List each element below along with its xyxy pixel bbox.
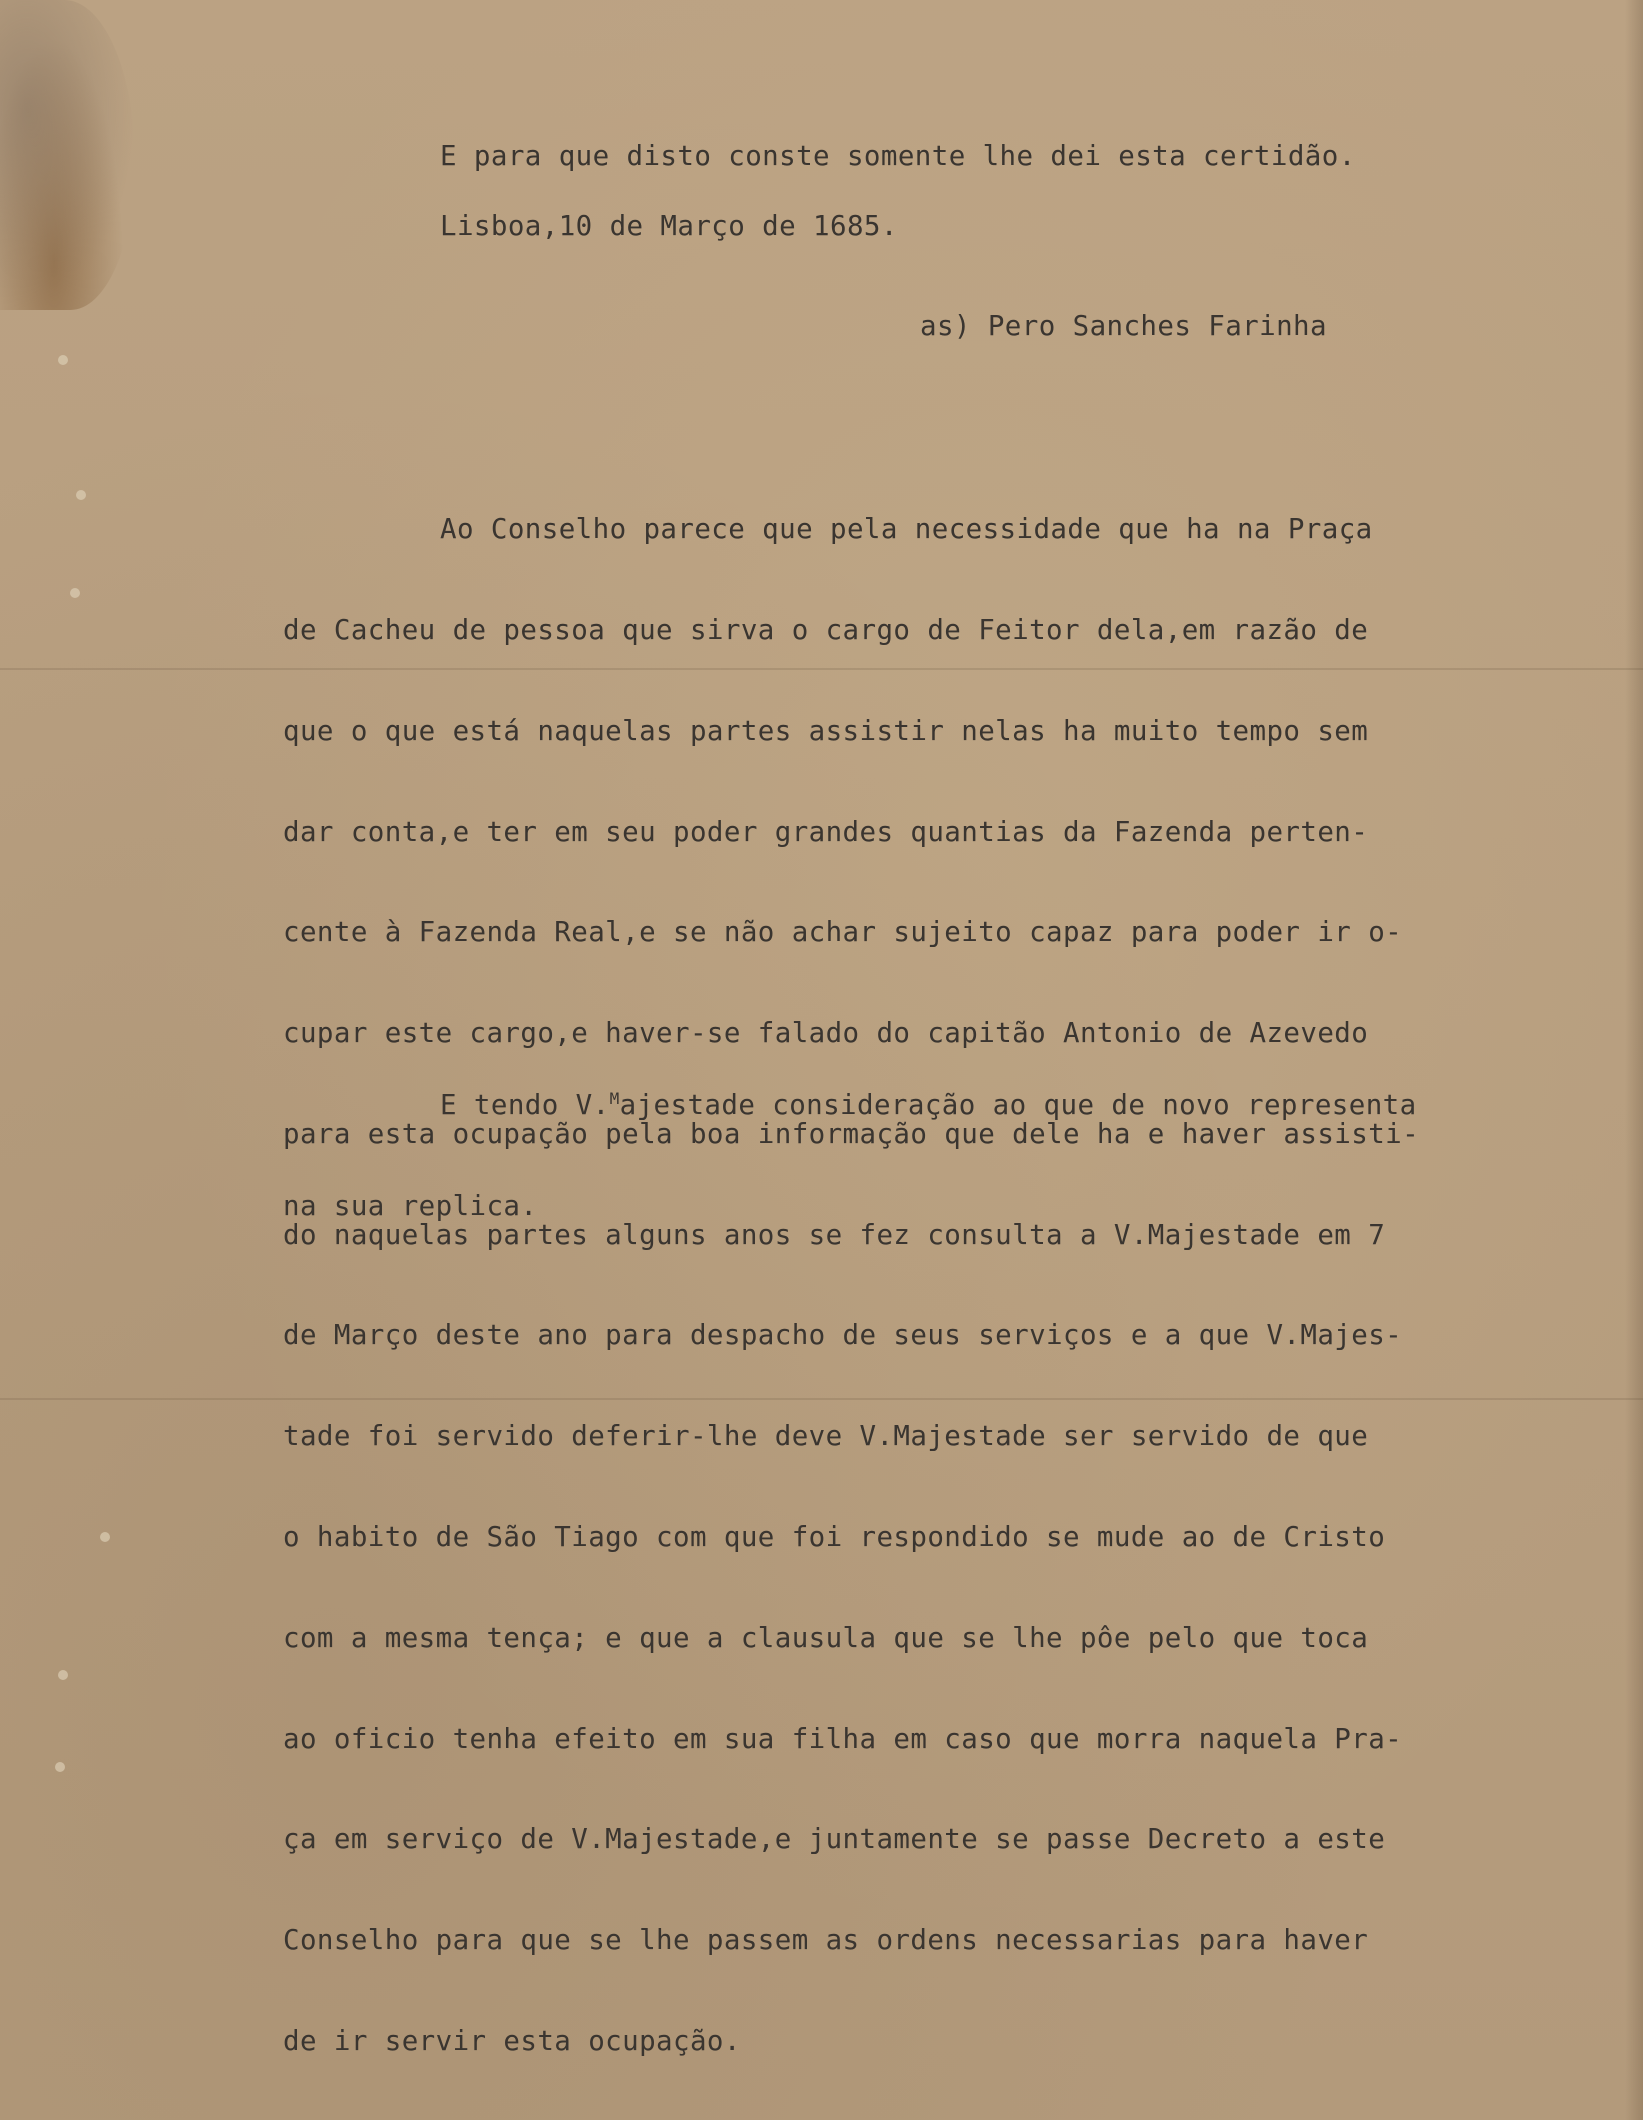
paragraph-line: Ao Conselho parece que pela necessidade que ha na Praça	[440, 513, 1373, 546]
paragraph-line: Conselho para que se lhe passem as ordens necessarias para haver	[283, 1924, 1369, 1957]
punch-hole	[70, 588, 80, 598]
paper-stain	[0, 0, 135, 310]
paragraph-line: para esta ocupação pela boa informação que dele ha e haver assisti-	[283, 1117, 1420, 1150]
punch-hole	[55, 1762, 65, 1772]
paragraph-line: ao oficio tenha efeito em sua filha em caso que morra naquela Pra-	[283, 1722, 1403, 1755]
punch-hole	[100, 1532, 110, 1542]
paragraph-line: cente à Fazenda Real,e se não achar sujeito capaz para poder ir o-	[283, 916, 1403, 949]
closing-line: E para que disto conste somente lhe dei esta certidão.	[440, 140, 1356, 172]
paragraph-line: ça em serviço de V.Majestade,e juntamente se passe Decreto a este	[283, 1823, 1386, 1856]
date-line: Lisboa,10 de Março de 1685.	[440, 210, 898, 242]
paragraph-line: de Cacheu de pessoa que sirva o cargo de Feitor dela,em razão de	[283, 613, 1369, 646]
punch-hole	[58, 1670, 68, 1680]
reply-line-start: E tendo V.	[440, 1089, 610, 1122]
punch-hole	[58, 355, 68, 365]
paragraph-line: na sua replica.	[283, 1189, 538, 1222]
superscript-letter: M	[609, 1089, 620, 1109]
paragraph-line: com a mesma tença; e que a clausula que se lhe pôe pelo que toca	[283, 1621, 1369, 1654]
paragraph-line: de ir servir esta ocupação.	[283, 2024, 741, 2057]
paragraph-line: o habito de São Tiago com que foi respondido se mude ao de Cristo	[283, 1521, 1386, 1553]
signature-line: as) Pero Sanches Farinha	[920, 310, 1327, 342]
paragraph-line: que o que está naquelas partes assistir nelas ha muito tempo sem	[283, 714, 1369, 747]
paragraph-line: tade foi servido deferir-lhe deve V.Majestade ser servido de que	[283, 1420, 1369, 1453]
reply-line-rest: ajestade consideração ao que de novo representa	[619, 1089, 1417, 1122]
punch-hole	[76, 490, 86, 500]
paper-edge-shadow	[1625, 0, 1643, 2120]
paragraph-line	[283, 1089, 1417, 1123]
paragraph-line: dar conta,e ter em seu poder grandes quantias da Fazenda perten-	[283, 815, 1369, 848]
paragraph-line: de Março deste ano para despacho de seus serviços e a que V.Majes-	[283, 1319, 1403, 1352]
paragraph-line: cupar este cargo,e haver-se falado do capitão Antonio de Azevedo	[283, 1017, 1369, 1050]
reply-paragraph	[283, 1022, 1420, 1291]
paragraph-line: do naquelas partes alguns anos se fez consulta a V.Majestade em 7	[283, 1218, 1386, 1251]
